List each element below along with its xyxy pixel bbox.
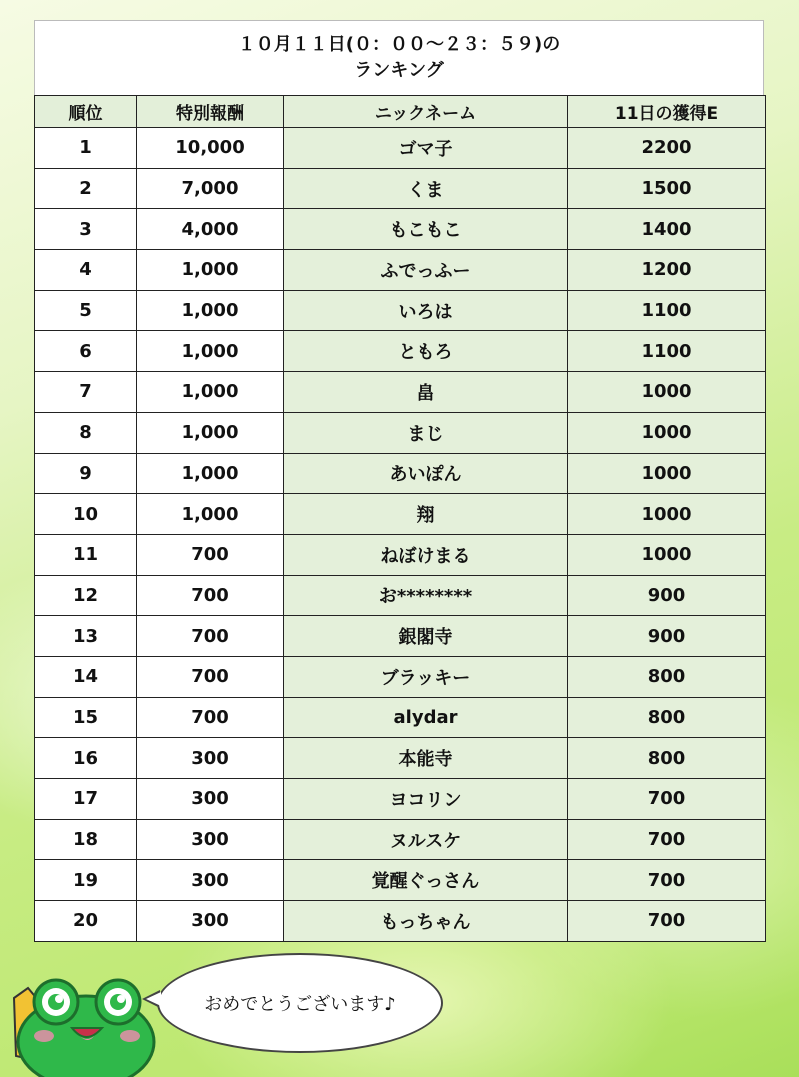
nickname-cell: 本能寺 <box>284 738 568 779</box>
rank-cell: 14 <box>35 656 137 697</box>
points-cell: 1100 <box>568 331 766 372</box>
reward-cell: 7,000 <box>137 168 284 209</box>
rank-cell: 20 <box>35 901 137 942</box>
reward-cell: 1,000 <box>137 250 284 291</box>
reward-cell: 4,000 <box>137 209 284 250</box>
rank-cell: 7 <box>35 372 137 413</box>
table-row <box>35 656 766 697</box>
nickname-cell: 翔 <box>284 494 568 535</box>
ranking-table <box>34 95 766 942</box>
nickname-cell: もこもこ <box>284 209 568 250</box>
points-cell: 1000 <box>568 494 766 535</box>
nickname-cell: ねぼけまる <box>284 534 568 575</box>
table-row <box>35 494 766 535</box>
rank-cell: 12 <box>35 575 137 616</box>
points-cell: 1400 <box>568 209 766 250</box>
rank-cell: 1 <box>35 128 137 169</box>
table-row <box>35 331 766 372</box>
table-row <box>35 372 766 413</box>
header-rank: 順位 <box>35 96 137 128</box>
nickname-cell: ブラッキー <box>284 656 568 697</box>
reward-cell: 300 <box>137 860 284 901</box>
table-row <box>35 290 766 331</box>
rank-cell: 17 <box>35 779 137 820</box>
points-cell: 1000 <box>568 453 766 494</box>
reward-cell: 1,000 <box>137 494 284 535</box>
rank-cell: 15 <box>35 697 137 738</box>
reward-cell: 1,000 <box>137 453 284 494</box>
header-points: 11日の獲得E <box>568 96 766 128</box>
table-row <box>35 738 766 779</box>
congratulations-text: おめでとうございます♪ <box>204 994 396 1015</box>
points-cell: 800 <box>568 656 766 697</box>
header-nickname: ニックネーム <box>284 96 568 128</box>
table-row <box>35 250 766 291</box>
reward-cell: 300 <box>137 779 284 820</box>
reward-cell: 300 <box>137 738 284 779</box>
nickname-cell: 覚醒ぐっさん <box>284 860 568 901</box>
rank-cell: 9 <box>35 453 137 494</box>
table-row <box>35 168 766 209</box>
rank-cell: 10 <box>35 494 137 535</box>
table-row <box>35 616 766 657</box>
points-cell: 700 <box>568 860 766 901</box>
ranking-title <box>34 20 764 95</box>
points-cell: 1000 <box>568 372 766 413</box>
speech-bubble <box>157 953 443 1053</box>
rank-cell: 3 <box>35 209 137 250</box>
nickname-cell: くま <box>284 168 568 209</box>
rank-cell: 5 <box>35 290 137 331</box>
table-row <box>35 819 766 860</box>
reward-cell: 10,000 <box>137 128 284 169</box>
reward-cell: 1,000 <box>137 372 284 413</box>
reward-cell: 700 <box>137 534 284 575</box>
points-cell: 700 <box>568 779 766 820</box>
rank-cell: 13 <box>35 616 137 657</box>
frog-mascot-icon <box>8 970 158 1077</box>
rank-cell: 4 <box>35 250 137 291</box>
title-line-ranking: ランキング <box>354 60 444 81</box>
ranking-sheet <box>34 20 764 942</box>
nickname-cell: あいぽん <box>284 453 568 494</box>
rank-cell: 2 <box>35 168 137 209</box>
points-cell: 700 <box>568 901 766 942</box>
nickname-cell: ふでっふー <box>284 250 568 291</box>
reward-cell: 1,000 <box>137 290 284 331</box>
points-cell: 700 <box>568 819 766 860</box>
nickname-cell: 畠 <box>284 372 568 413</box>
reward-cell: 300 <box>137 819 284 860</box>
rank-cell: 19 <box>35 860 137 901</box>
points-cell: 900 <box>568 616 766 657</box>
table-row <box>35 209 766 250</box>
header-reward: 特別報酬 <box>137 96 284 128</box>
table-row <box>35 128 766 169</box>
nickname-cell: ヨコリン <box>284 779 568 820</box>
title-line-date: １０月１１日(０：００～２３：５９)の <box>237 34 561 55</box>
points-cell: 800 <box>568 738 766 779</box>
nickname-cell: ともろ <box>284 331 568 372</box>
rank-cell: 11 <box>35 534 137 575</box>
reward-cell: 1,000 <box>137 412 284 453</box>
table-row <box>35 779 766 820</box>
nickname-cell: もっちゃん <box>284 901 568 942</box>
rank-cell: 18 <box>35 819 137 860</box>
reward-cell: 700 <box>137 616 284 657</box>
table-body <box>35 128 766 942</box>
points-cell: 1100 <box>568 290 766 331</box>
nickname-cell: まじ <box>284 412 568 453</box>
nickname-cell: ヌルスケ <box>284 819 568 860</box>
table-row <box>35 534 766 575</box>
nickname-cell: ゴマ子 <box>284 128 568 169</box>
points-cell: 2200 <box>568 128 766 169</box>
nickname-cell: alydar <box>284 697 568 738</box>
rank-cell: 8 <box>35 412 137 453</box>
reward-cell: 700 <box>137 575 284 616</box>
nickname-cell: いろは <box>284 290 568 331</box>
table-row <box>35 860 766 901</box>
table-row <box>35 901 766 942</box>
reward-cell: 1,000 <box>137 331 284 372</box>
nickname-cell: お******** <box>284 575 568 616</box>
points-cell: 900 <box>568 575 766 616</box>
table-row <box>35 697 766 738</box>
points-cell: 1000 <box>568 412 766 453</box>
table-row <box>35 575 766 616</box>
rank-cell: 16 <box>35 738 137 779</box>
speech-bubble-tail-fill <box>146 992 161 1006</box>
reward-cell: 700 <box>137 656 284 697</box>
rank-cell: 6 <box>35 331 137 372</box>
points-cell: 1500 <box>568 168 766 209</box>
table-header-row <box>35 96 766 128</box>
nickname-cell: 銀閣寺 <box>284 616 568 657</box>
reward-cell: 300 <box>137 901 284 942</box>
table-row <box>35 412 766 453</box>
points-cell: 1200 <box>568 250 766 291</box>
table-row <box>35 453 766 494</box>
points-cell: 1000 <box>568 534 766 575</box>
reward-cell: 700 <box>137 697 284 738</box>
points-cell: 800 <box>568 697 766 738</box>
